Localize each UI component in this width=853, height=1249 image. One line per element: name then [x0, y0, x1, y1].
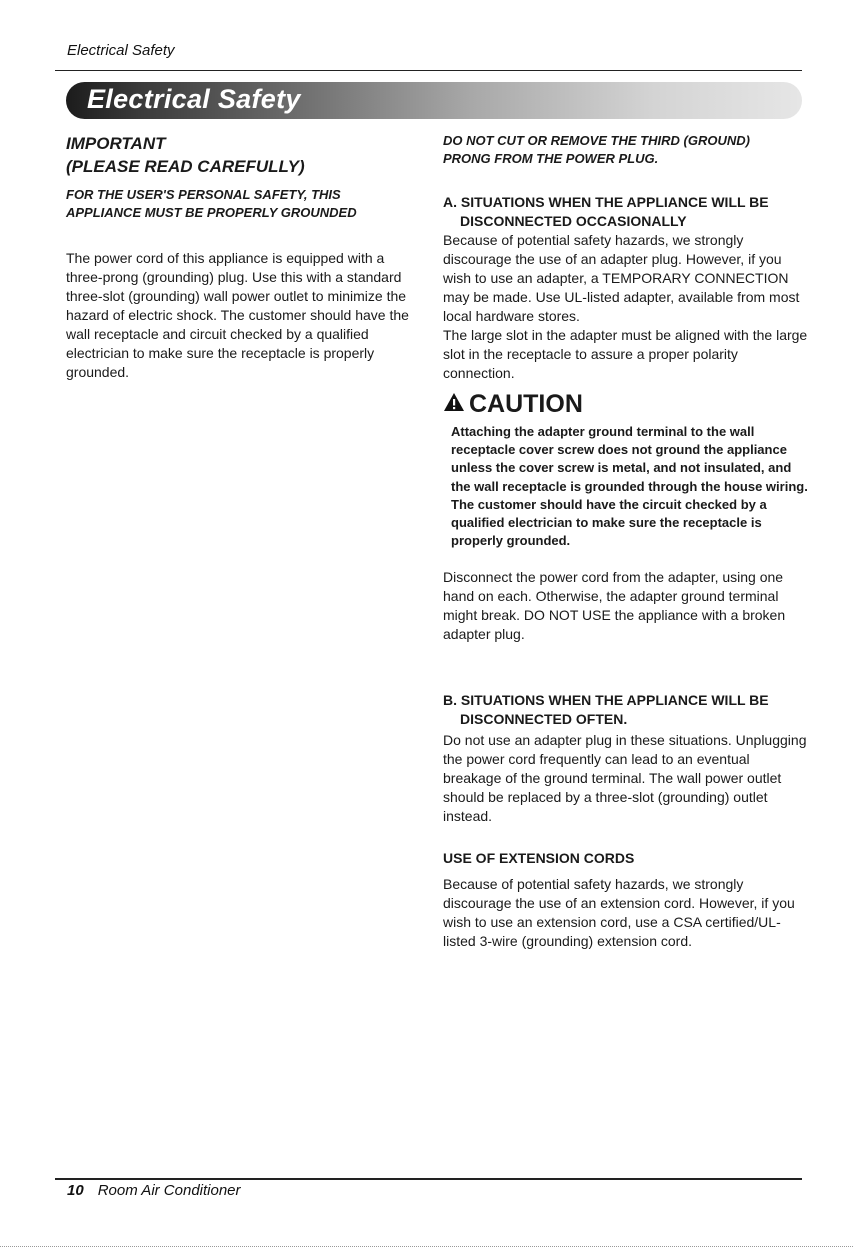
header-divider	[55, 70, 802, 71]
left-column	[66, 132, 424, 382]
ground-prong-warning-line2: PRONG FROM THE POWER PLUG.	[443, 151, 659, 166]
section-b-heading-line1: B. SITUATIONS WHEN THE APPLIANCE WILL BE	[443, 692, 769, 709]
running-header: Electrical Safety	[67, 42, 175, 59]
user-safety-heading-line2: APPLIANCE MUST BE PROPERLY GROUNDED	[66, 205, 357, 220]
user-safety-heading-line1: FOR THE USER'S PERSONAL SAFETY, THIS	[66, 187, 341, 202]
important-heading-line2: (PLEASE READ CAREFULLY)	[66, 157, 305, 176]
extension-cords-paragraph: Because of potential safety hazards, we strongly discourage the use of an extension cord. However, if you wish to use an extension cord, use a CSA certified/UL-listed 3-wire (grounding) extension cord.	[443, 876, 795, 950]
page-edge	[0, 1246, 853, 1247]
section-b-heading	[443, 691, 808, 729]
polarity-paragraph: The large slot in the adapter must be aligned with the large slot in the receptacle to assure a proper polarity connection.	[443, 327, 808, 381]
extension-cords-heading: USE OF EXTENSION CORDS	[443, 850, 635, 867]
disconnect-paragraph: Disconnect the power cord from the adapter, using one hand on each. Otherwise, the adapter ground terminal might break. DO NOT USE the appliance with a broken adapter plug.	[443, 569, 786, 643]
section-a-heading	[443, 193, 808, 231]
section-title-bar	[66, 82, 802, 119]
section-a-heading-line2: DISCONNECTED OCCASIONALLY	[460, 213, 687, 229]
caution-title: CAUTION	[469, 390, 583, 418]
document-title: Room Air Conditioner	[97, 1182, 241, 1199]
warning-triangle-icon	[443, 392, 465, 417]
grounding-paragraph: The power cord of this appliance is equipped with a three-prong (grounding) plug. Use this with a standard three-slot (grounding) wall power outlet to minimize the hazard of electric shock. The customer should have the wall receptacle and circuit checked by a qualified electrician to make sure the receptacle is properly grounded.	[66, 250, 409, 380]
right-column	[443, 132, 808, 951]
section-a-paragraph: Because of potential safety hazards, we strongly discourage the use of an adapter plug. However, if you wish to use an adapter, a TEMPORARY CONNECTION may be made. Use UL-listed adapter, available from most local hardware stores.	[443, 232, 800, 324]
footer-divider	[55, 1178, 802, 1180]
caution-text: Attaching the adapter ground terminal to the wall receptacle cover screw does not ground the appliance unless the cover screw is metal, and not insulated, and the wall receptacle is grounded through the house wiring. The customer should have the circuit checked by a qualified electrician to make sure the receptacle is properly grounded.	[451, 424, 808, 549]
section-a-heading-line1: A. SITUATIONS WHEN THE APPLIANCE WILL BE	[443, 194, 769, 210]
ground-prong-warning-line1: DO NOT CUT OR REMOVE THE THIRD (GROUND)	[443, 133, 750, 148]
page-number: 10	[67, 1182, 84, 1199]
caution-heading	[443, 389, 808, 419]
page-title: Electrical Safety	[87, 84, 301, 114]
important-heading-line1: IMPORTANT	[66, 134, 166, 153]
section-b-paragraph: Do not use an adapter plug in these situations. Unplugging the power cord frequently can lead to an eventual breakage of the ground terminal. The wall power outlet should be replaced by a three-slot (grounding) outlet instead.	[443, 732, 807, 825]
section-b-heading-line2: DISCONNECTED OFTEN.	[460, 711, 628, 728]
page-footer	[67, 1182, 241, 1199]
